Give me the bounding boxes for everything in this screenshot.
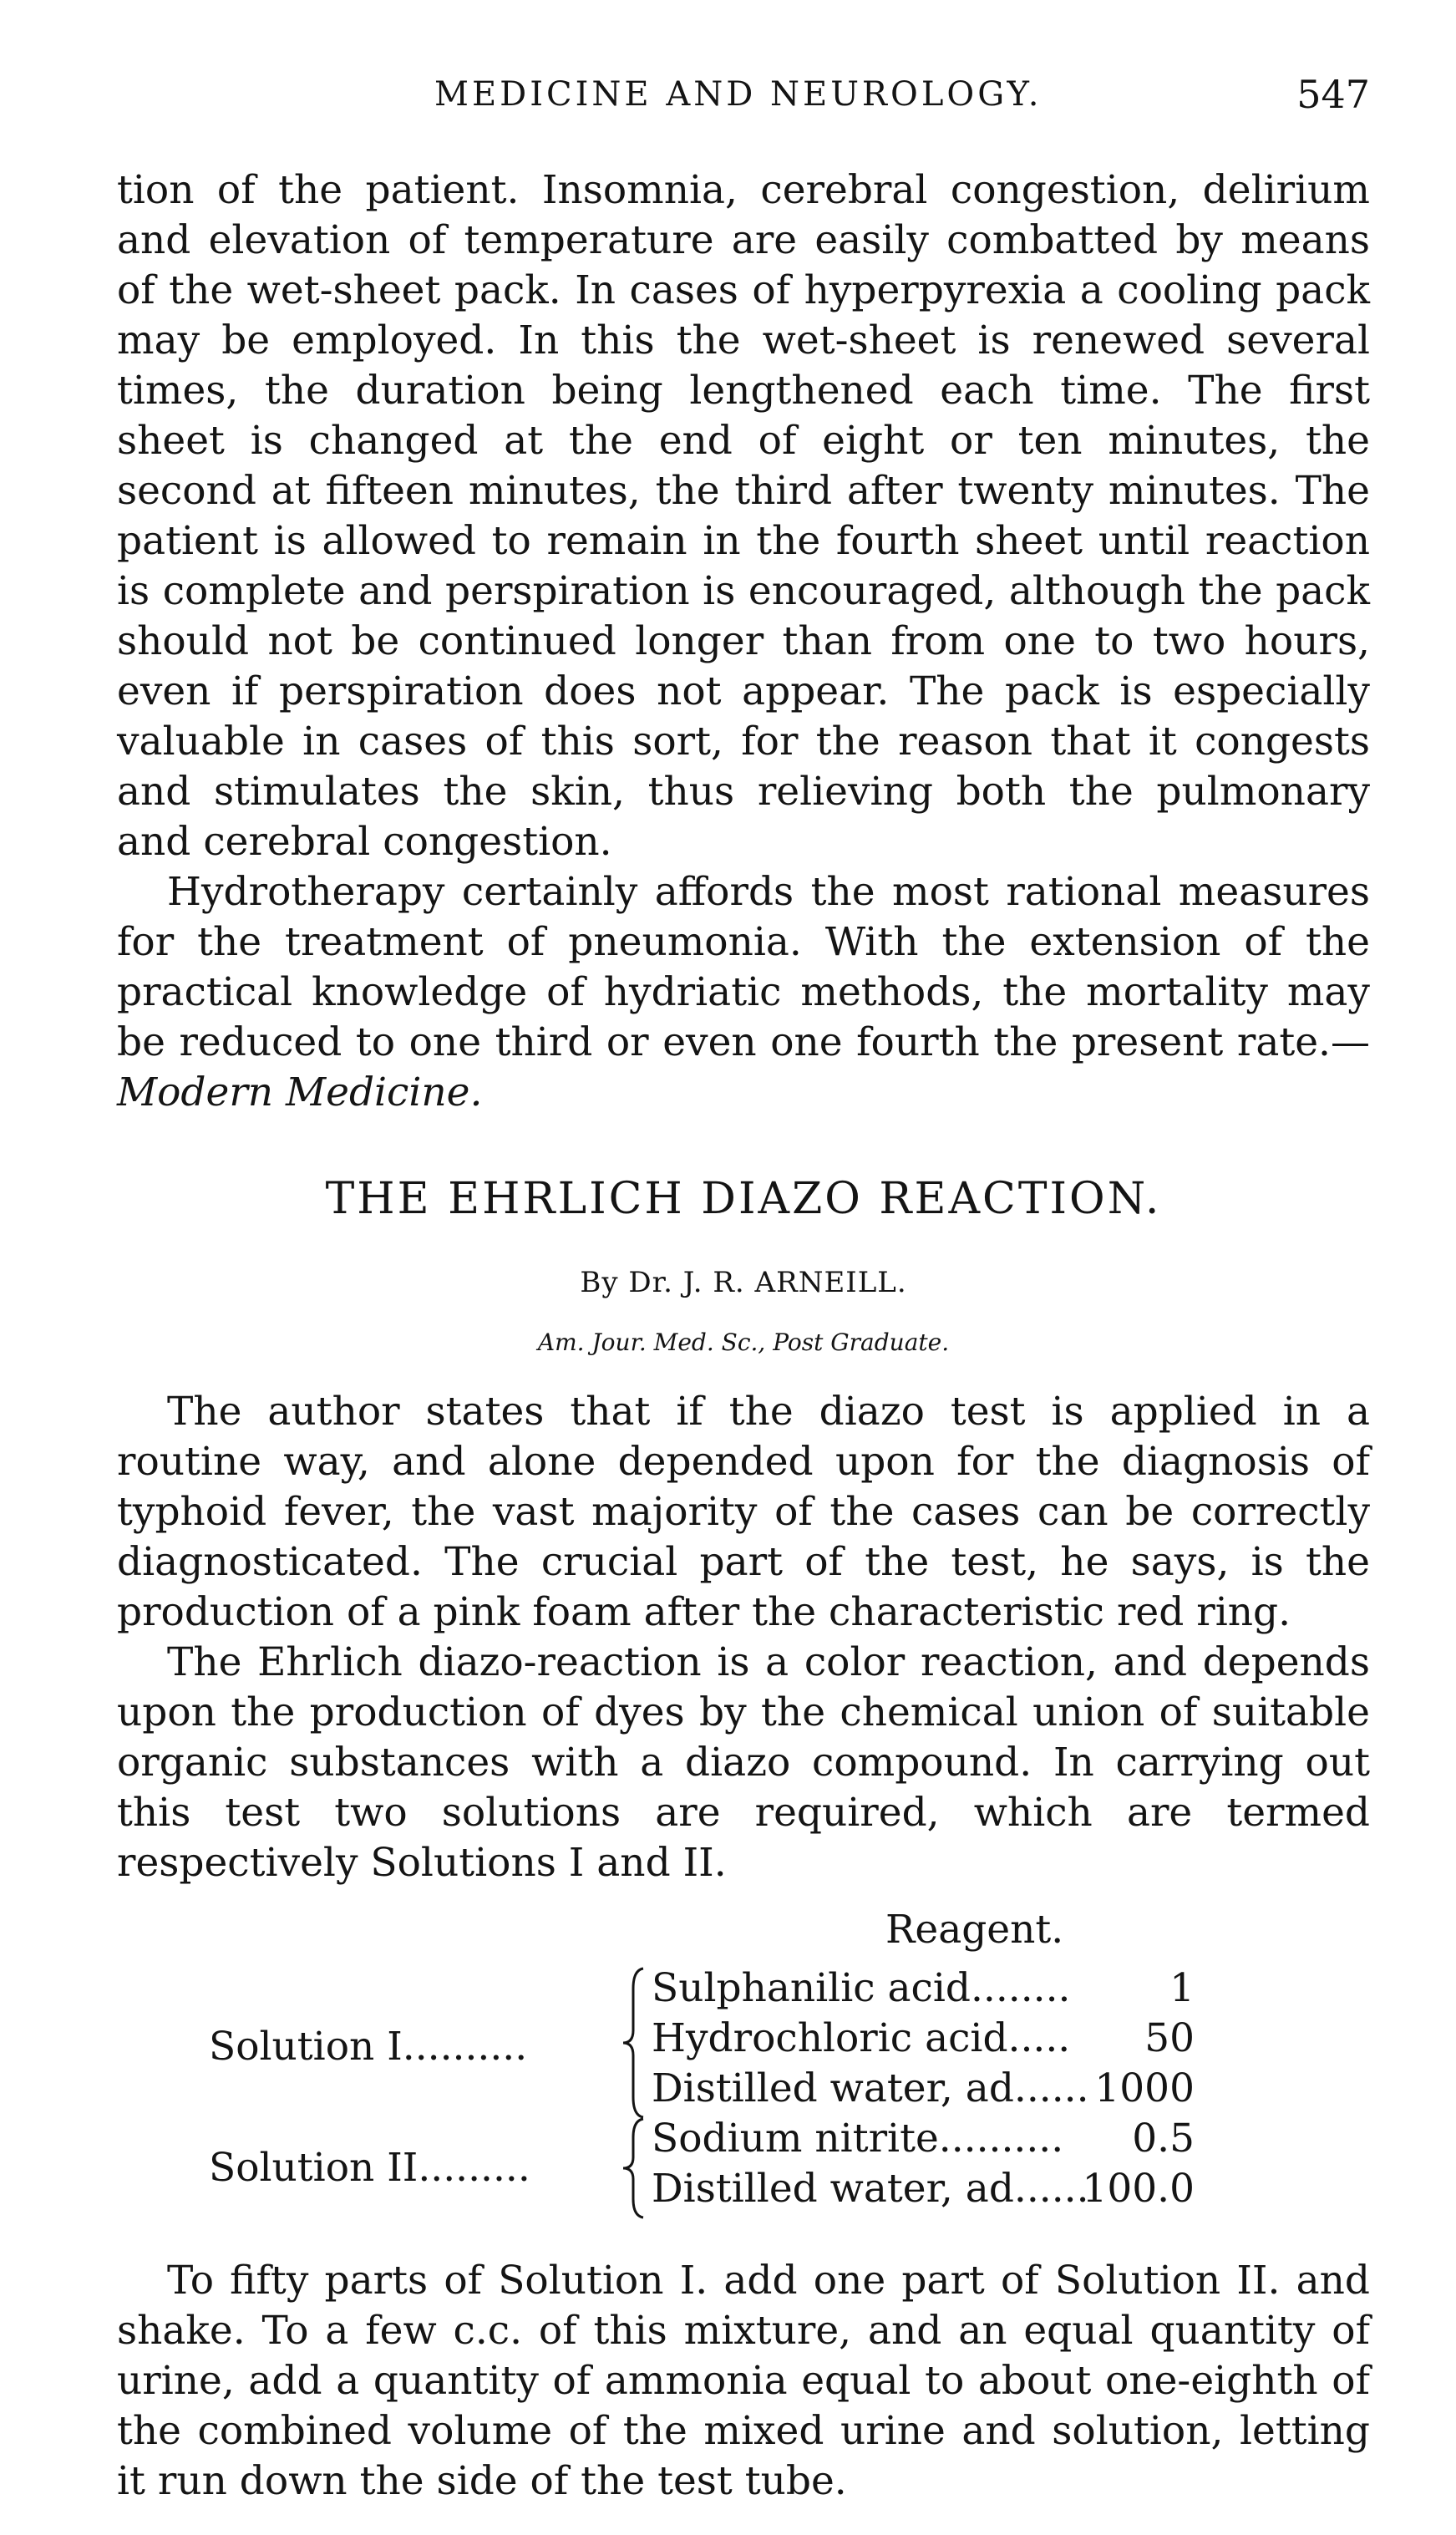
article-paragraph-3: To fifty parts of Solution I. add one part of Solution II. and shake. To a few c.c. of this mixture, and an equal quantity of urine, add a quantity of ammonia equal to about one-eighth of the combined volume of the mixed urine and solution, letting it run down the side of the test tube. <box>117 2258 1370 2504</box>
solution-1-amount-2: 50 <box>1144 2015 1195 2061</box>
article-paragraph-1: The author states that if the diazo test is applied in a routine way, and alone depended upon for the diagnosis of typhoid fever, the vast majority of the cases can be correctly diagnosticated. The crucial part of the test, he says, is the production of a pink foam after the characteristic red ring. <box>117 1389 1370 1635</box>
solution-2-brace <box>618 2114 652 2223</box>
article-title: THE EHRLICH DIAZO REACTION. <box>325 1174 1162 1224</box>
page-number: 547 <box>1296 72 1370 117</box>
solution-1-amount-1: 1 <box>1169 1965 1195 2011</box>
solution-1-brace <box>618 1963 652 2122</box>
continued-article <box>117 165 1370 1118</box>
page-header <box>117 67 1370 125</box>
solution-2-component-1: Sodium nitrite.......... <box>652 2116 1064 2162</box>
solution-1-amount-3: 1000 <box>1094 2065 1195 2111</box>
solution-2-amount-1: 0.5 <box>1132 2116 1195 2162</box>
article-byline: By Dr. J. R. ARNEILL. <box>580 1266 907 1299</box>
source-attribution: Modern Medicine. <box>117 1069 483 1115</box>
article-body-bottom <box>117 2256 1370 2507</box>
continued-paragraph: tion of the patient. Insomnia, cerebral congestion, delirium and elevation of temperature are easily combatted by means of the wet-sheet pack. In cases of hyperpyrexia a cooling pack may be employed. In this the wet-sheet is renewed several times, the duration being lengthened each time. The first sheet is changed at the end of eight or ten minutes, the second at fifteen minutes, the third after twenty minutes. The patient is allowed to remain in the fourth sheet until reaction is complete and perspiration is encouraged, although the pack should not be continued longer than from one to two hours, even if perspiration does not appear. The pack is especially valuable in cases of this sort, for the reason that it congests and stimulates the skin, thus relieving both the pulmonary and cerebral congestion. <box>117 167 1370 865</box>
solution-2-component-2: Distilled water, ad...... <box>652 2166 1089 2212</box>
hydrotherapy-text: Hydrotherapy certainly affords the most rational measures for the treatment of pneumonia. With the extension of the practical knowledge of hydriatic methods, the mortality may be reduced to one third or even one fourth the present rate.— <box>117 869 1370 1065</box>
solution-1-component-2: Hydrochloric acid..... <box>652 2015 1071 2061</box>
solution-1-label: Solution I.......... <box>209 2024 528 2070</box>
article-paragraph-2: The Ehrlich diazo-reaction is a color reaction, and depends upon the production of dyes by the chemical union of suitable organic substances with a diazo compound. In carrying out this test two solutions are required, which are termed respectively Solutions I and II. <box>117 1639 1370 1886</box>
hydrotherapy-paragraph <box>117 867 1370 1118</box>
article-citation: Am. Jour. Med. Sc., Post Graduate. <box>537 1328 950 1356</box>
reagent-heading: Reagent. <box>885 1907 1064 1953</box>
solution-1-component-1: Sulphanilic acid........ <box>652 1965 1071 2011</box>
running-head: MEDICINE AND NEUROLOGY. <box>434 75 1043 114</box>
solution-1-component-3: Distilled water, ad...... <box>652 2065 1089 2111</box>
article-body-top <box>117 1387 1370 1888</box>
solution-2-amount-2: 100.0 <box>1082 2166 1195 2212</box>
solution-2-label: Solution II......... <box>209 2145 530 2191</box>
